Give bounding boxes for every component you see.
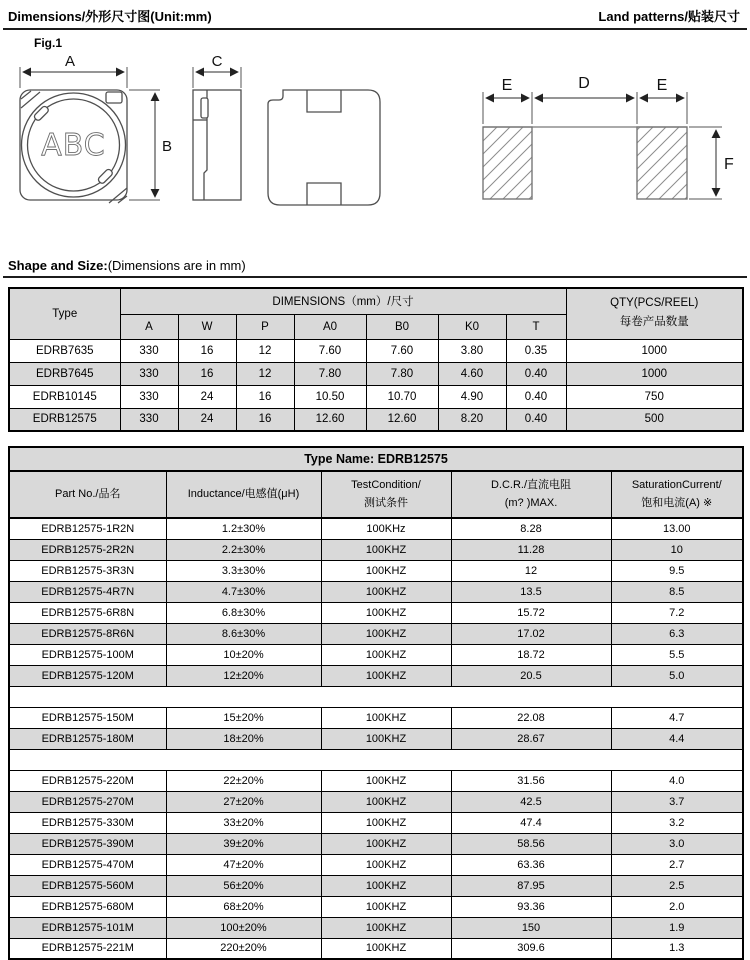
- dcr-cell: 93.36: [451, 896, 611, 917]
- technical-drawing: [0, 52, 750, 242]
- value-cell: 16: [236, 408, 294, 431]
- spec-table-row: [9, 917, 743, 938]
- testcondition-cell: 100KHZ: [321, 539, 451, 560]
- qty-header-line2: 每卷产品数量: [619, 316, 689, 329]
- partno-cell: EDRB12575-680M: [9, 896, 166, 917]
- dcr-cell: 17.02: [451, 623, 611, 644]
- saturation-cell: 5.5: [611, 644, 743, 665]
- size-col-k0: K0: [438, 314, 506, 339]
- dimensions-heading: Dimensions/外形尺寸图(Unit:mm): [8, 9, 212, 24]
- page-header: [0, 0, 750, 27]
- spec-table-row: [9, 644, 743, 665]
- saturation-cell: 9.5: [611, 560, 743, 581]
- type-cell: EDRB10145: [9, 385, 120, 408]
- bottom-pad-bottom: [307, 183, 341, 205]
- size-table: [8, 287, 744, 432]
- value-cell: 750: [566, 385, 743, 408]
- land-patterns-heading: Land patterns/贴装尺寸: [598, 9, 740, 24]
- size-col-a: A: [120, 314, 178, 339]
- testcondition-cell: 100KHZ: [321, 623, 451, 644]
- value-cell: 10.50: [294, 385, 366, 408]
- value-cell: 8.20: [438, 408, 506, 431]
- inductance-cell: 22±20%: [166, 770, 321, 791]
- spec-table-row: [9, 770, 743, 791]
- inductance-cell: 27±20%: [166, 791, 321, 812]
- side-view-drawing: [193, 90, 241, 200]
- dcr-cell: 18.72: [451, 644, 611, 665]
- partno-cell: EDRB12575-3R3N: [9, 560, 166, 581]
- saturation-cell: 3.2: [611, 812, 743, 833]
- inductance-cell: 12±20%: [166, 665, 321, 686]
- saturation-cell: 2.5: [611, 875, 743, 896]
- spec-table-row: [9, 707, 743, 728]
- dcr-cell: 13.5: [451, 581, 611, 602]
- partno-cell: EDRB12575-100M: [9, 644, 166, 665]
- size-col-b0: B0: [366, 314, 438, 339]
- partno-cell: EDRB12575-150M: [9, 707, 166, 728]
- core-notch-top-left: [33, 105, 49, 121]
- value-cell: 7.60: [294, 339, 366, 362]
- partno-cell: EDRB12575-220M: [9, 770, 166, 791]
- size-table-row: [9, 385, 743, 408]
- value-cell: 0.35: [506, 339, 566, 362]
- partno-cell: EDRB12575-6R8N: [9, 602, 166, 623]
- spec-col-testcondition: TestCondition/ 测试条件: [321, 471, 451, 518]
- value-cell: 4.90: [438, 385, 506, 408]
- corner-pad-mark: [106, 92, 122, 103]
- qty-header-line1: QTY(PCS/REEL): [610, 297, 699, 310]
- partno-cell: EDRB12575-470M: [9, 854, 166, 875]
- value-cell: 16: [236, 385, 294, 408]
- dcr-cell: 58.56: [451, 833, 611, 854]
- partno-cell: EDRB12575-560M: [9, 875, 166, 896]
- testcondition-cell: 100KHZ: [321, 917, 451, 938]
- saturation-cell: 10: [611, 539, 743, 560]
- testcondition-cell: 100KHZ: [321, 728, 451, 749]
- spec-col-dcr: D.C.R./直流电阻 (m? )MAX.: [451, 471, 611, 518]
- inductance-cell: 47±20%: [166, 854, 321, 875]
- inductance-cell: 100±20%: [166, 917, 321, 938]
- saturation-cell: 5.0: [611, 665, 743, 686]
- land-pad-left: [483, 127, 532, 199]
- inductance-cell: 18±20%: [166, 728, 321, 749]
- value-cell: 0.40: [506, 362, 566, 385]
- saturation-cell: 13.00: [611, 518, 743, 539]
- dim-label-d: D: [578, 75, 590, 92]
- size-col-w: W: [178, 314, 236, 339]
- value-cell: 12.60: [294, 408, 366, 431]
- value-cell: 24: [178, 408, 236, 431]
- saturation-cell: 1.3: [611, 938, 743, 959]
- inductance-cell: 68±20%: [166, 896, 321, 917]
- partno-cell: EDRB12575-180M: [9, 728, 166, 749]
- dimension-c: [193, 67, 241, 88]
- spec-col-saturation: SaturationCurrent/ 饱和电流(A) ※: [611, 471, 743, 518]
- spec-table-row: [9, 581, 743, 602]
- inductance-cell: 33±20%: [166, 812, 321, 833]
- land-pattern-drawing: [483, 75, 734, 199]
- dcr-cell: 63.36: [451, 854, 611, 875]
- corner-hatch-top-left: [21, 91, 40, 108]
- partno-cell: EDRB12575-4R7N: [9, 581, 166, 602]
- dcr-cell: 150: [451, 917, 611, 938]
- saturation-cell: 7.2: [611, 602, 743, 623]
- value-cell: 16: [178, 339, 236, 362]
- saturation-cell: 4.4: [611, 728, 743, 749]
- partno-cell: EDRB12575-330M: [9, 812, 166, 833]
- saturation-cell: 2.0: [611, 896, 743, 917]
- spec-col-partno: Part No./品名: [9, 471, 166, 518]
- spec-table-row: [9, 602, 743, 623]
- testcondition-cell: 100KHZ: [321, 581, 451, 602]
- testcondition-cell: 100KHZ: [321, 644, 451, 665]
- shape-size-heading: [8, 258, 750, 273]
- saturation-cell: 6.3: [611, 623, 743, 644]
- spec-table-row: [9, 938, 743, 959]
- inductance-cell: 6.8±30%: [166, 602, 321, 623]
- size-dims-header: DIMENSIONS（mm）/尺寸: [120, 288, 566, 314]
- core-notch-bottom-right: [97, 168, 113, 184]
- value-cell: 1000: [566, 339, 743, 362]
- spec-table-row: [9, 518, 743, 539]
- dcr-cell: 47.4: [451, 812, 611, 833]
- bottom-pad-top: [307, 90, 341, 112]
- saturation-cell: 2.7: [611, 854, 743, 875]
- spec-table-row: [9, 854, 743, 875]
- value-cell: 330: [120, 362, 178, 385]
- partno-cell: EDRB12575-120M: [9, 665, 166, 686]
- testcondition-cell: 100KHZ: [321, 896, 451, 917]
- value-cell: 0.40: [506, 385, 566, 408]
- dim-label-c: C: [211, 53, 223, 70]
- spec-table: [8, 446, 744, 960]
- dcr-cell: 15.72: [451, 602, 611, 623]
- inductance-cell: 220±20%: [166, 938, 321, 959]
- partno-cell: EDRB12575-390M: [9, 833, 166, 854]
- saturation-cell: 3.0: [611, 833, 743, 854]
- saturation-cell: 8.5: [611, 581, 743, 602]
- testcondition-cell: 100KHZ: [321, 707, 451, 728]
- dcr-cell: 42.5: [451, 791, 611, 812]
- table-gap: [9, 749, 743, 770]
- saturation-cell: 4.0: [611, 770, 743, 791]
- body-marking-text: ABC: [41, 128, 106, 163]
- testcondition-cell: 100KHZ: [321, 560, 451, 581]
- value-cell: 330: [120, 408, 178, 431]
- saturation-cell: 3.7: [611, 791, 743, 812]
- header-divider: [3, 28, 747, 30]
- testcondition-cell: 100KHZ: [321, 875, 451, 896]
- value-cell: 12: [236, 362, 294, 385]
- partno-cell: EDRB12575-1R2N: [9, 518, 166, 539]
- dcr-cell: 87.95: [451, 875, 611, 896]
- spec-table-row: [9, 833, 743, 854]
- testcondition-cell: 100KHZ: [321, 812, 451, 833]
- spec-table-row: [9, 665, 743, 686]
- spec-table-row: [9, 560, 743, 581]
- size-col-p: P: [236, 314, 294, 339]
- value-cell: 330: [120, 339, 178, 362]
- type-cell: EDRB12575: [9, 408, 120, 431]
- type-cell: EDRB7635: [9, 339, 120, 362]
- value-cell: 24: [178, 385, 236, 408]
- saturation-cell: 1.9: [611, 917, 743, 938]
- saturation-cell: 4.7: [611, 707, 743, 728]
- inductance-cell: 2.2±30%: [166, 539, 321, 560]
- testcondition-cell: 100KHZ: [321, 602, 451, 623]
- size-col-qty: [566, 288, 743, 339]
- dimension-b: [129, 90, 160, 200]
- corner-hatch-bottom-right: [109, 188, 127, 203]
- dcr-cell: 12: [451, 560, 611, 581]
- value-cell: 4.60: [438, 362, 506, 385]
- inductance-cell: 10±20%: [166, 644, 321, 665]
- value-cell: 12: [236, 339, 294, 362]
- inductance-cell: 39±20%: [166, 833, 321, 854]
- dcr-cell: 8.28: [451, 518, 611, 539]
- value-cell: 0.40: [506, 408, 566, 431]
- value-cell: 7.60: [366, 339, 438, 362]
- testcondition-cell: 100KHz: [321, 518, 451, 539]
- table-gap: [9, 686, 743, 707]
- inductance-cell: 8.6±30%: [166, 623, 321, 644]
- value-cell: 3.80: [438, 339, 506, 362]
- land-pad-right: [637, 127, 687, 199]
- dim-label-e-left: E: [501, 77, 513, 94]
- dcr-cell: 20.5: [451, 665, 611, 686]
- testcondition-cell: 100KHZ: [321, 833, 451, 854]
- dimension-a: [20, 67, 127, 88]
- dim-label-f: F: [724, 156, 734, 173]
- value-cell: 10.70: [366, 385, 438, 408]
- dim-label-b: B: [162, 138, 173, 155]
- inductance-cell: 1.2±30%: [166, 518, 321, 539]
- dcr-cell: 309.6: [451, 938, 611, 959]
- inductance-cell: 3.3±30%: [166, 560, 321, 581]
- spec-table-row: [9, 875, 743, 896]
- size-table-row: [9, 408, 743, 431]
- spec-table-row: [9, 791, 743, 812]
- dim-label-a: A: [64, 53, 76, 70]
- spec-col-inductance: Inductance/电感值(μH): [166, 471, 321, 518]
- testcondition-cell: 100KHZ: [321, 854, 451, 875]
- size-col-a0: A0: [294, 314, 366, 339]
- partno-cell: EDRB12575-2R2N: [9, 539, 166, 560]
- spec-table-row: [9, 728, 743, 749]
- shape-size-heading-rest: (Dimensions are in mm): [107, 258, 246, 273]
- size-table-row: [9, 339, 743, 362]
- terminal-tab: [201, 98, 208, 118]
- dim-label-e-right: E: [656, 77, 668, 94]
- testcondition-cell: 100KHZ: [321, 791, 451, 812]
- partno-cell: EDRB12575-8R6N: [9, 623, 166, 644]
- shape-size-heading-bold: Shape and Size:: [8, 258, 108, 273]
- size-col-type: Type: [9, 288, 120, 339]
- value-cell: 16: [178, 362, 236, 385]
- shape-size-divider: [3, 276, 747, 278]
- dcr-cell: 31.56: [451, 770, 611, 791]
- value-cell: 500: [566, 408, 743, 431]
- partno-cell: EDRB12575-270M: [9, 791, 166, 812]
- value-cell: 1000: [566, 362, 743, 385]
- type-cell: EDRB7645: [9, 362, 120, 385]
- spec-table-row: [9, 623, 743, 644]
- dcr-cell: 22.08: [451, 707, 611, 728]
- testcondition-cell: 100KHZ: [321, 938, 451, 959]
- size-table-row: [9, 362, 743, 385]
- bottom-view-drawing: [268, 90, 380, 205]
- value-cell: 7.80: [366, 362, 438, 385]
- dcr-cell: 11.28: [451, 539, 611, 560]
- spec-table-row: [9, 896, 743, 917]
- value-cell: 330: [120, 385, 178, 408]
- partno-cell: EDRB12575-101M: [9, 917, 166, 938]
- value-cell: 12.60: [366, 408, 438, 431]
- figure-label: Fig.1: [34, 36, 63, 50]
- dcr-cell: 28.67: [451, 728, 611, 749]
- inductance-cell: 4.7±30%: [166, 581, 321, 602]
- partno-cell: EDRB12575-221M: [9, 938, 166, 959]
- testcondition-cell: 100KHZ: [321, 665, 451, 686]
- inductance-cell: 15±20%: [166, 707, 321, 728]
- value-cell: 7.80: [294, 362, 366, 385]
- spec-table-row: [9, 539, 743, 560]
- spec-table-row: [9, 812, 743, 833]
- inductance-cell: 56±20%: [166, 875, 321, 896]
- size-col-t: T: [506, 314, 566, 339]
- spec-table-title: Type Name: EDRB12575: [9, 447, 743, 471]
- testcondition-cell: 100KHZ: [321, 770, 451, 791]
- front-view-drawing: [20, 90, 127, 203]
